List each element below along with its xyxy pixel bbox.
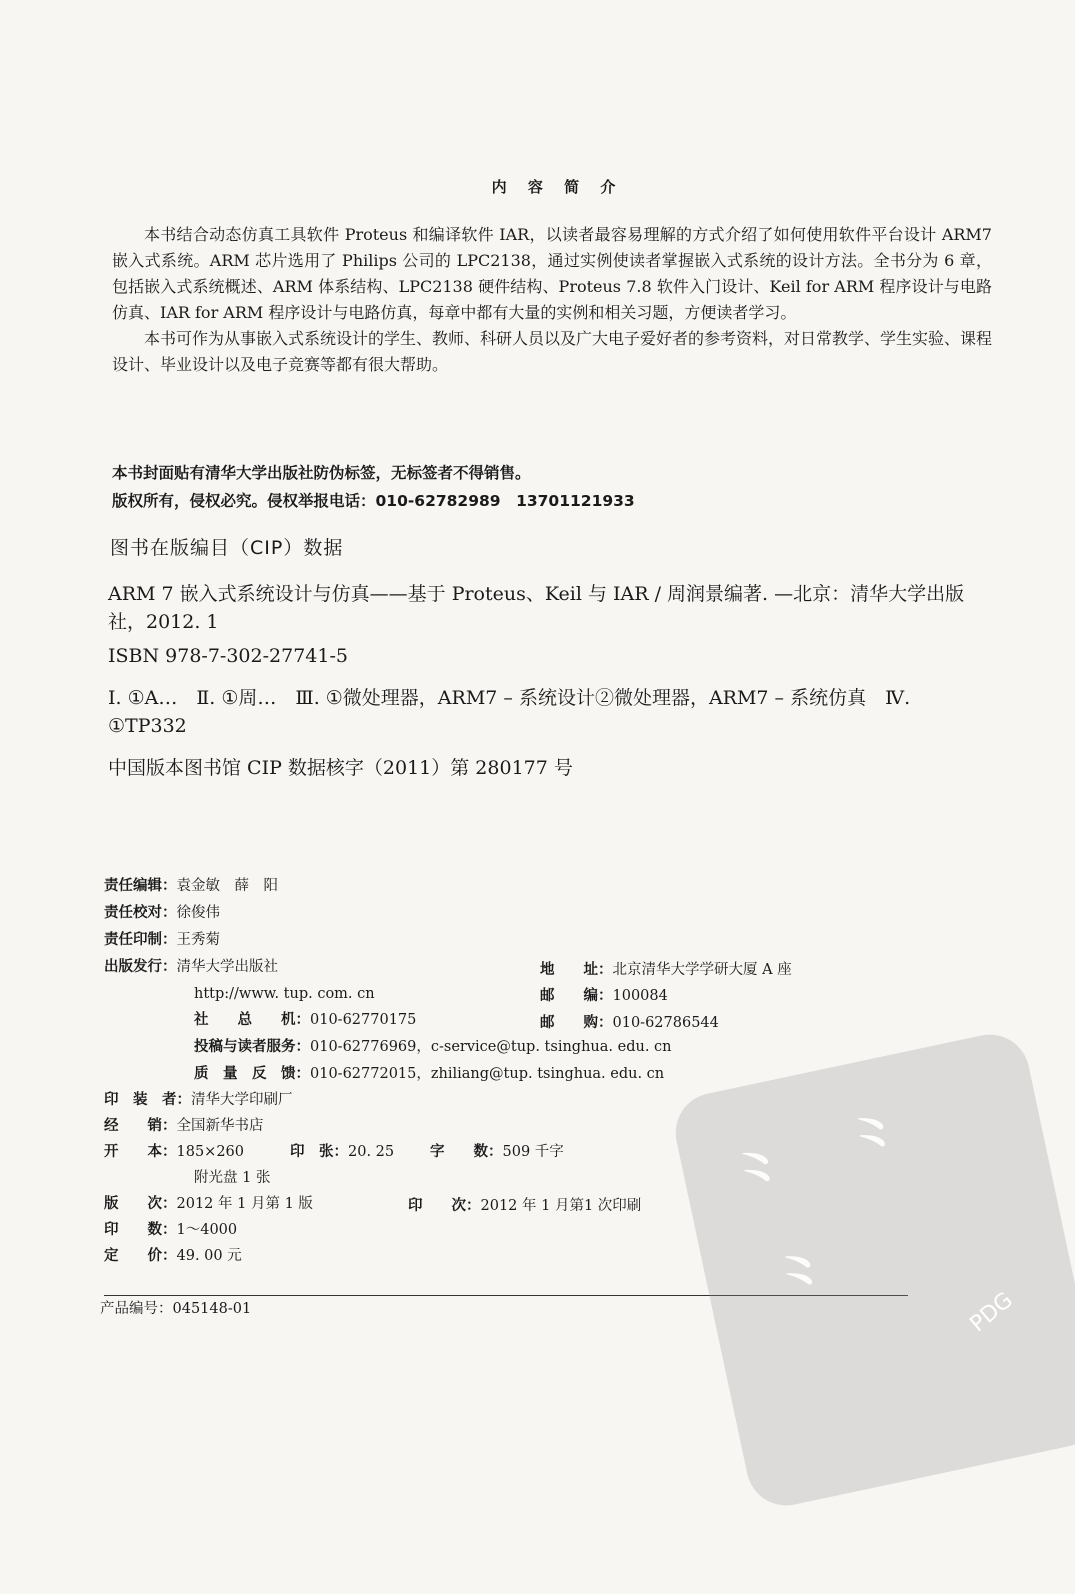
seal-glyph: ⺀ — [718, 1132, 805, 1228]
seal-pdg-text: PDG — [965, 1287, 1018, 1338]
summary-paragraph: 本书可作为从事嵌入式系统设计的学生、教师、科研人员以及广大电子爱好者的参考资料，对日常教学、学生实验、课程设计、毕业设计以及电子竞赛等都有很大帮助。 — [112, 329, 993, 374]
info-label: 印 数： — [104, 1222, 177, 1238]
info-value: 20. 25 — [348, 1144, 395, 1160]
info-value: 010-62772015，zhiliang@tup. tsinghua. edu. cn — [310, 1066, 665, 1082]
info-label: 质 量 反 馈： — [194, 1066, 310, 1082]
info-row-run — [104, 1219, 237, 1241]
info-label: 印 张： — [290, 1144, 348, 1160]
notice-line: 版权所有，侵权必究。侵权举报电话：010-62782989 13701121933 — [112, 492, 635, 510]
info-row-cd — [194, 1167, 270, 1189]
info-row-price — [104, 1245, 242, 1267]
info-value: 附光盘 1 张 — [194, 1170, 271, 1186]
info-value: 徐俊伟 — [176, 905, 220, 921]
info-row-sheets — [290, 1141, 394, 1163]
info-value: 北京清华大学学研大厦 A 座 — [612, 962, 792, 978]
anti-piracy-notice — [112, 459, 992, 515]
info-row-switchboard — [194, 1009, 416, 1031]
info-label: 定 价： — [104, 1248, 177, 1264]
info-row-printer — [104, 1089, 293, 1111]
product-number — [100, 1298, 251, 1320]
info-label: 开 本： — [104, 1144, 177, 1160]
info-label: 投稿与读者服务： — [194, 1039, 310, 1055]
cip-data — [108, 580, 988, 788]
info-row-publisher — [104, 956, 278, 978]
seal-glyph: ⺀ — [761, 1236, 847, 1332]
info-row-distributor — [104, 1115, 264, 1137]
info-value: 49. 00 元 — [176, 1248, 242, 1264]
info-row-url — [194, 983, 375, 1005]
cip-classification: Ⅰ. ①A… Ⅱ. ①周… Ⅲ. ①微处理器，ARM7 – 系统设计②微处理器，ARM7 – 系统仿真 Ⅳ. ①TP332 — [108, 687, 911, 737]
info-value: 清华大学印刷厂 — [191, 1092, 293, 1108]
info-label: 地 址： — [540, 962, 613, 978]
info-label: 版 次： — [104, 1196, 177, 1212]
info-label: 社 总 机： — [194, 1012, 310, 1028]
info-label: 产品编号： — [100, 1301, 173, 1317]
summary-body — [112, 222, 992, 378]
info-label: 责任校对： — [104, 905, 177, 921]
info-row-format — [104, 1141, 244, 1163]
info-value: 509 千字 — [502, 1144, 564, 1160]
seal-glyph: ⺀ — [834, 1098, 920, 1193]
info-row-proof — [104, 902, 220, 924]
info-row-address — [540, 959, 792, 981]
cip-isbn: ISBN 978-7-302-27741-5 — [108, 645, 348, 667]
info-row-words — [430, 1141, 564, 1163]
info-value: 王秀菊 — [176, 932, 220, 948]
info-row-quality — [194, 1063, 664, 1085]
info-label: 字 数： — [430, 1144, 503, 1160]
info-row-print — [104, 929, 220, 951]
info-label: 出版发行： — [104, 959, 177, 975]
info-label: 邮 购： — [540, 1015, 613, 1031]
info-label: 邮 编： — [540, 988, 613, 1004]
info-value: 010-62770175 — [310, 1012, 417, 1028]
info-value: 2012 年 1 月第 1 版 — [176, 1196, 313, 1212]
info-value: 010-62776969，c-service@tup. tsinghua. edu. cn — [310, 1039, 672, 1055]
watermark-seal — [668, 1027, 1075, 1513]
info-value: 100084 — [612, 988, 668, 1004]
info-row-editor — [104, 875, 278, 897]
info-value: 全国新华书店 — [176, 1118, 264, 1134]
info-value: 清华大学出版社 — [176, 959, 278, 975]
info-value: 2012 年 1 月第1 次印刷 — [480, 1198, 642, 1214]
info-label: 印 次： — [408, 1198, 481, 1214]
summary-heading: 内 容 简 介 — [491, 178, 624, 196]
info-row-edition — [104, 1193, 313, 1215]
info-value: 010-62786544 — [612, 1015, 719, 1031]
info-label: 责任编辑： — [104, 878, 177, 894]
publisher-url: http://www. tup. com. cn — [194, 986, 375, 1002]
cip-approval: 中国版本图书馆 CIP 数据核字（2011）第 280177 号 — [108, 757, 573, 779]
notice-line: 本书封面贴有清华大学出版社防伪标签，无标签者不得销售。 — [112, 464, 531, 482]
cip-title: 图书在版编目（CIP）数据 — [110, 537, 344, 559]
info-value: 1～4000 — [176, 1222, 238, 1238]
info-value: 袁金敏 薛 阳 — [176, 878, 278, 894]
info-row-service — [194, 1036, 672, 1058]
info-row-mailorder — [540, 1012, 719, 1034]
info-row-impression — [408, 1195, 641, 1217]
info-row-postcode — [540, 985, 668, 1007]
info-label: 责任印制： — [104, 932, 177, 948]
info-value: 185×260 — [176, 1144, 245, 1160]
info-label: 经 销： — [104, 1118, 177, 1134]
cip-citation: ARM 7 嵌入式系统设计与仿真——基于 Proteus、Keil 与 IAR / 周润景编著. —北京：清华大学出版社，2012. 1 — [108, 583, 965, 633]
info-value: 045148-01 — [172, 1301, 252, 1317]
summary-paragraph: 本书结合动态仿真工具软件 Proteus 和编译软件 IAR，以读者最容易理解的方式介绍了如何使用软件平台设计 ARM7 嵌入式系统。ARM 芯片选用了 Philips 公司的 LPC2138，通过实例使读者掌握嵌入式系统的设计方法。全书分为 6 章，包括嵌入式系统概述、ARM 体系结构、LPC2138 硬件结构、Proteus 7.8 软件入门设计、Keil for ARM 程序设计与电路仿真、IAR for ARM 程序设计与电路仿真，每章中都有大量的实例和相关习题，方便读者学习。 — [112, 225, 992, 322]
info-label: 印 装 者： — [104, 1092, 191, 1108]
